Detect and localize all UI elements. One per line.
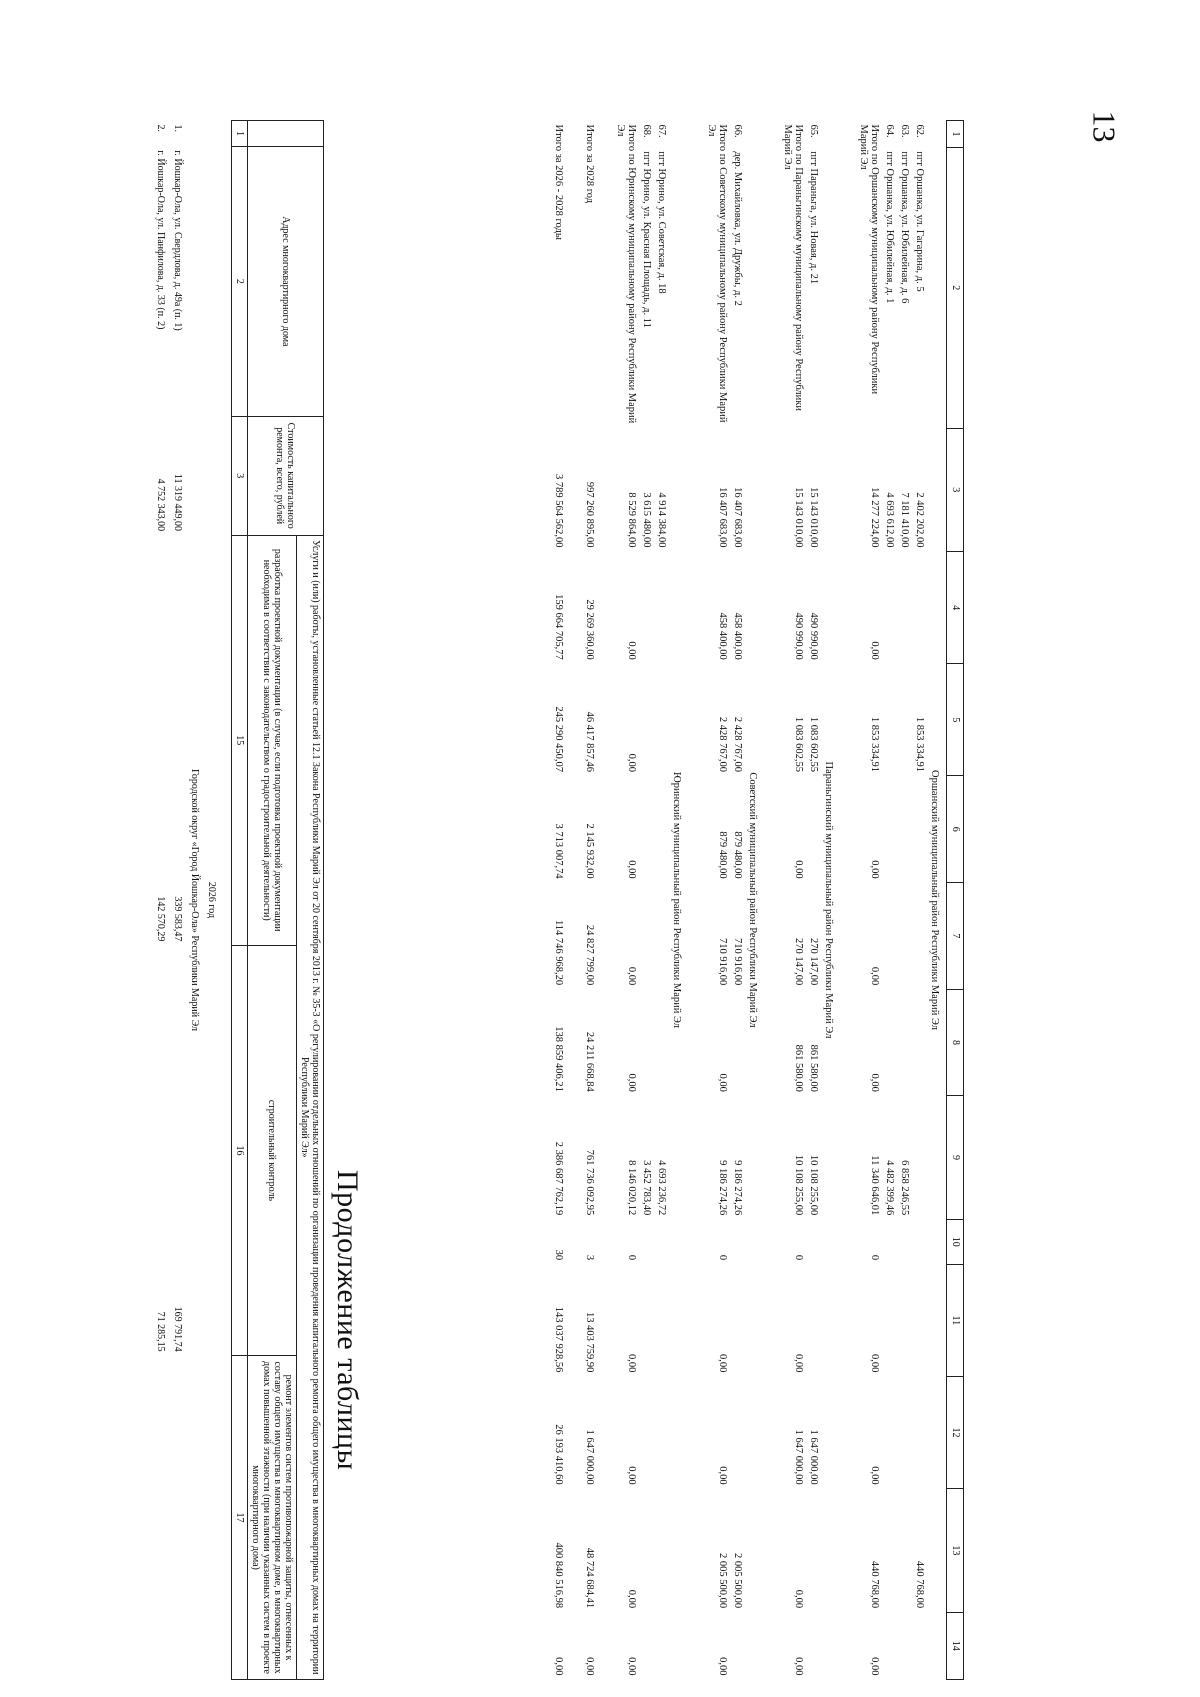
row-address: пгт Параньга, ул. Новая, д. 21 (808, 151, 819, 285)
grand-total-value: 29 269 360,00 (584, 599, 595, 660)
continuation-title: Продолжение таблицы (331, 1170, 364, 1471)
total-label: Итого по Параньгинскому муниципальному району Республики Марий Эл (782, 124, 804, 412)
header-services: Услуги и (или) работы, установленные статьей 12.1 Закона Республики Марий Эл от 20 сентября 2013 г. № 35-З «О регулировании отдельных отношений по организации проведения капитального ремонта общего имущества в многоквартирных домах на территории Республики Марий Эл» (297, 535, 324, 1679)
column-number: 3 (232, 416, 248, 535)
row-value: 2 005 500,00 (732, 1552, 743, 1609)
row-value (639, 551, 654, 663)
group-title-row (821, 121, 840, 1680)
column-number: 3 (947, 428, 964, 551)
row-value (806, 1219, 821, 1264)
total-row (688, 121, 730, 1680)
grand-total-value: 1 647 000,00 (584, 1429, 595, 1485)
total-value: 458 400,00 (717, 612, 728, 660)
row-value (639, 989, 654, 1096)
grand-total-value: 26 193 410,60 (553, 1424, 564, 1485)
column-number: 6 (947, 776, 964, 883)
column-number: 16 (232, 945, 248, 1355)
total-value: 0,00 (626, 1354, 637, 1373)
row-value (897, 1612, 912, 1679)
row-number: 1. (172, 124, 183, 132)
row-value (882, 883, 897, 990)
column-number-row (232, 121, 248, 1680)
total-value: 0,00 (869, 641, 880, 660)
row-value: 1 853 334,91 (914, 716, 925, 772)
total-value: 1 647 000,00 (793, 1429, 804, 1485)
header-col-16: строительный контроль (248, 945, 297, 1355)
row-value (897, 1489, 912, 1612)
group-title-row (669, 121, 688, 1680)
rotated-sheet (155, 120, 964, 1680)
grand-total-label: Итого за 2026 - 2028 годы (553, 124, 564, 240)
column-number: 2 (947, 147, 964, 428)
table-row (897, 121, 912, 1680)
group-title: Параньгинский муниципальный район Республики Марий Эл (823, 761, 834, 1039)
row-value: 3 452 783,40 (641, 1160, 652, 1216)
grand-total-value: 3 (584, 1254, 595, 1261)
row-value: 1 083 602,55 (808, 716, 819, 772)
column-number: 9 (947, 1096, 964, 1219)
row-value (897, 883, 912, 990)
grand-total-value: 3 789 564 562,00 (553, 473, 564, 548)
grand-total-value: 114 746 968,20 (553, 919, 564, 986)
total-value: 861 580,00 (793, 1044, 804, 1092)
table-row (654, 121, 669, 1680)
row-value: 879 480,00 (732, 831, 743, 879)
total-value: 0,00 (869, 860, 880, 879)
row-value (654, 551, 669, 663)
grand-total-value: 2 145 932,00 (584, 823, 595, 879)
header-col-15: разработка проектной документации (в случае, если подготовка проектной документации необходима в соответствии с законодательством о градостроительной деятельности) (248, 535, 297, 945)
total-value: 0,00 (717, 1466, 728, 1485)
row-value (654, 883, 669, 990)
row-value (639, 776, 654, 883)
total-value: 440 768,00 (869, 1560, 880, 1609)
continuation-table (152, 120, 324, 1680)
total-value: 15 143 010,00 (793, 487, 804, 548)
row-value (152, 1356, 169, 1680)
grand-total-value: 3 713 007,74 (553, 823, 564, 879)
total-value: 0 (717, 1254, 728, 1261)
row-value (897, 1219, 912, 1264)
total-value: 14 277 224,00 (869, 487, 880, 548)
total-value: 0,00 (869, 1354, 880, 1373)
table-row (912, 121, 927, 1680)
row-value: 15 143 010,00 (808, 487, 819, 548)
row-value (654, 1612, 669, 1679)
row-value (912, 776, 927, 883)
total-value: 0,00 (793, 1657, 804, 1676)
column-number: 2 (232, 146, 248, 416)
column-number: 17 (232, 1356, 248, 1680)
row-value (897, 989, 912, 1096)
row-value (654, 989, 669, 1096)
row-value (882, 1264, 897, 1376)
row-value (806, 776, 821, 883)
row-value: 440 768,00 (914, 1560, 925, 1609)
total-value: 0,00 (793, 1354, 804, 1373)
row-value (730, 1612, 745, 1679)
total-value: 0 (626, 1254, 637, 1261)
grand-total-value: 159 664 705,77 (553, 594, 564, 660)
total-value: 0,00 (717, 1073, 728, 1092)
table-row (806, 121, 821, 1680)
grand-total-value: 997 260 895,00 (584, 481, 595, 548)
row-value (912, 1264, 927, 1376)
row-value (897, 1264, 912, 1376)
column-number: 5 (947, 664, 964, 776)
total-row (597, 121, 639, 1680)
total-value: 0,00 (793, 1589, 804, 1609)
row-value: 2 428 767,00 (732, 716, 743, 772)
total-value: 0,00 (626, 1589, 637, 1609)
grand-total-value: 46 417 857,46 (584, 711, 595, 772)
row-value (897, 664, 912, 776)
row-value (654, 776, 669, 883)
grand-total-value: 24 211 668,84 (584, 1031, 595, 1092)
table-row (882, 121, 897, 1680)
row-number: 65. (808, 124, 819, 138)
header-address: Адрес многоквартирного дома (248, 146, 324, 416)
row-value: 3 615 480,00 (641, 492, 652, 548)
total-value: 0,00 (626, 1466, 637, 1485)
row-value (912, 551, 927, 663)
total-label: Итого по Юринскому муниципальному району Республики Марий Эл (615, 124, 637, 424)
total-value: 2 005 500,00 (717, 1552, 728, 1609)
total-value: 2 428 767,00 (717, 716, 728, 772)
row-number: 63. (899, 124, 910, 138)
total-value: 0,00 (626, 1657, 637, 1676)
row-value (730, 1219, 745, 1264)
total-value: 8 146 020,12 (626, 1160, 637, 1216)
row-address: пгт Юрино, ул. Советская, д. 18 (656, 151, 667, 294)
row-value (639, 1489, 654, 1612)
total-value: 8 529 864,00 (626, 492, 637, 548)
main-table (535, 120, 964, 1680)
total-value: 0,00 (869, 1466, 880, 1485)
grand-total-value: 245 290 450,07 (553, 706, 564, 772)
grand-total-value: 13 403 759,90 (584, 1312, 595, 1373)
total-value: 270 147,00 (793, 937, 804, 986)
row-value: 1 647 000,00 (808, 1429, 819, 1485)
row-value (806, 1264, 821, 1376)
table-row (152, 121, 169, 1680)
row-value: 142 570,29 (155, 896, 166, 942)
row-value (882, 1489, 897, 1612)
row-value (882, 1376, 897, 1488)
total-value: 1 853 334,91 (869, 716, 880, 772)
column-number: 4 (947, 551, 964, 663)
row-value (730, 1264, 745, 1376)
row-value (882, 776, 897, 883)
grand-total-value: 30 (553, 1249, 564, 1261)
row-value (730, 1376, 745, 1488)
row-value (169, 1356, 186, 1680)
total-value: 0,00 (869, 966, 880, 986)
total-value: 0 (869, 1254, 880, 1261)
row-value: 4 752 343,00 (155, 478, 166, 532)
row-number: 66. (732, 124, 743, 138)
row-value (912, 989, 927, 1096)
total-label: Итого по Оршанскому муниципальному району Республики Марий Эл (858, 124, 880, 395)
column-number: 1 (947, 121, 964, 148)
row-address: пгт Оршанка, ул. Гагарина, д. 5 (914, 151, 925, 292)
row-value: 270 147,00 (808, 937, 819, 986)
row-value: 4 482 399,46 (884, 1160, 895, 1216)
table-row (169, 121, 186, 1680)
row-value (639, 1219, 654, 1264)
row-value (639, 883, 654, 990)
grand-total-value: 0,00 (553, 1657, 564, 1676)
column-number: 7 (947, 883, 964, 990)
total-value: 0,00 (717, 1354, 728, 1373)
row-number: 62. (914, 124, 925, 138)
row-value (639, 1376, 654, 1488)
column-number: 8 (947, 989, 964, 1096)
grand-total-row (566, 121, 597, 1680)
total-value: 9 186 274,26 (717, 1160, 728, 1216)
column-number: 15 (232, 535, 248, 945)
total-label: Итого по Советскому муниципальному району Республики Марий Эл (706, 124, 728, 423)
row-value (882, 989, 897, 1096)
row-value (882, 664, 897, 776)
group-title: Советский муниципальный район Республики Марий Эл (747, 772, 758, 1028)
row-value (730, 989, 745, 1096)
row-value (897, 1376, 912, 1488)
column-number: 14 (947, 1612, 964, 1679)
page-number: 13 (1086, 110, 1123, 143)
total-value: 10 108 255,00 (793, 1154, 804, 1216)
row-value (639, 664, 654, 776)
row-value (912, 1376, 927, 1488)
grand-total-value: 400 840 516,98 (553, 1542, 564, 1609)
grand-total-value: 761 736 092,95 (584, 1149, 595, 1216)
row-value (639, 1264, 654, 1376)
row-value (806, 1612, 821, 1679)
row-number: 68. (641, 124, 652, 138)
total-value: 710 916,00 (717, 937, 728, 986)
district-label: Городской округ «Город Йошкар-Ола» Республики Марий Эл (189, 768, 200, 1032)
row-value (654, 1489, 669, 1612)
row-value (897, 776, 912, 883)
row-value: 4 693 236,72 (656, 1160, 667, 1216)
total-value: 0,00 (869, 1073, 880, 1092)
grand-total-value: 24 827 799,00 (584, 924, 595, 986)
total-row (840, 121, 882, 1680)
total-value: 0,00 (626, 641, 637, 660)
group-title-row (927, 121, 947, 1680)
column-number-row (947, 121, 964, 1680)
row-value (806, 1489, 821, 1612)
row-value (654, 1219, 669, 1264)
grand-total-value: 138 859 406,21 (553, 1026, 564, 1092)
total-value: 0,00 (626, 1073, 637, 1092)
row-value: 71 285,15 (155, 1311, 166, 1352)
total-value: 0,00 (869, 1657, 880, 1676)
row-number: 64. (884, 124, 895, 138)
column-number: 13 (947, 1489, 964, 1612)
row-value (912, 1612, 927, 1679)
column-number: 1 (232, 121, 248, 147)
group-title-row (745, 121, 764, 1680)
row-value (912, 883, 927, 990)
row-address: г. Йошкар-Ола, ул. Панфилова, д. 33 (п. 2) (155, 150, 166, 330)
row-value (882, 1219, 897, 1264)
total-value: 1 083 602,55 (793, 716, 804, 772)
total-value: 0,00 (626, 966, 637, 986)
total-value: 490 990,00 (793, 612, 804, 660)
column-number: 12 (947, 1376, 964, 1488)
row-value: 169 791,74 (172, 1306, 183, 1352)
table-row (730, 121, 745, 1680)
grand-total-value: 143 037 928,56 (553, 1306, 564, 1373)
row-address: пгт Юрино, ул. Красная Площадь, д. 11 (641, 151, 652, 328)
header-cost: Стоимость капитального ремонта, всего, рублей (248, 416, 324, 535)
table-row (639, 121, 654, 1680)
row-value: 861 580,00 (808, 1044, 819, 1092)
row-value: 4 914 384,00 (656, 492, 667, 548)
row-value: 4 693 612,00 (884, 492, 895, 548)
total-value: 0,00 (717, 1657, 728, 1676)
row-value (882, 551, 897, 663)
grand-total-row (535, 121, 566, 1680)
grand-total-value: 0,00 (584, 1657, 595, 1676)
row-value (897, 551, 912, 663)
row-value (654, 1264, 669, 1376)
row-value: 458 400,00 (732, 612, 743, 660)
row-value: 490 990,00 (808, 612, 819, 660)
group-title: Юринский муниципальный район Республики Марий Эл (671, 771, 682, 1029)
total-value: 11 340 646,01 (869, 1155, 880, 1216)
total-value: 0 (793, 1254, 804, 1261)
row-value: 7 181 410,00 (899, 492, 910, 548)
row-value (912, 1219, 927, 1264)
row-value: 11 319 449,00 (172, 473, 183, 532)
row-address: пгт Оршанка, ул. Юбилейная, д. 1 (884, 151, 895, 304)
row-value (639, 1612, 654, 1679)
row-number: 67. (656, 124, 667, 138)
row-value (912, 1096, 927, 1219)
header-col-17: ремонт элементов систем противопожарной защиты, отнесенных к составу общего имущества в многоквартирном доме, в многоквартирных домах повышенной этажности (при наличии указанных систем в проекте многоквартирного дома) (248, 1356, 297, 1680)
group-title: Оршанский муниципальный район Республики Марий Эл (929, 770, 940, 1030)
row-address: дер. Михайловка, ул. Дружбы, д. 2 (732, 151, 743, 306)
header-empty (248, 121, 324, 147)
column-number: 10 (947, 1219, 964, 1264)
row-value: 339 583,47 (172, 896, 183, 942)
total-value: 879 480,00 (717, 831, 728, 879)
column-number: 11 (947, 1264, 964, 1376)
total-value: 0,00 (626, 753, 637, 772)
total-value: 0,00 (626, 860, 637, 879)
grand-total-value: 48 724 684,41 (584, 1547, 595, 1609)
year-label: 2026 год (206, 881, 217, 919)
total-value: 16 407 683,00 (717, 487, 728, 548)
row-value (882, 1612, 897, 1679)
row-address: г. Йошкар-Ола, ул. Свердлова, д. 49а (п. 1) (172, 150, 183, 331)
row-value: 10 108 255,00 (808, 1154, 819, 1216)
row-value: 6 858 246,55 (899, 1160, 910, 1216)
row-value: 2 402 202,00 (914, 492, 925, 548)
grand-total-label: Итого за 2028 год (584, 124, 595, 204)
row-value: 9 186 274,26 (732, 1160, 743, 1216)
row-number: 2. (155, 124, 166, 132)
row-value (654, 1376, 669, 1488)
row-address: пгт Оршанка, ул. Юбилейная, д. 6 (899, 151, 910, 304)
row-value: 710 916,00 (732, 937, 743, 986)
row-value (654, 664, 669, 776)
grand-total-value: 2 386 687 762,19 (553, 1141, 564, 1216)
total-row (764, 121, 806, 1680)
total-value: 0,00 (793, 860, 804, 879)
row-value: 16 407 683,00 (732, 487, 743, 548)
